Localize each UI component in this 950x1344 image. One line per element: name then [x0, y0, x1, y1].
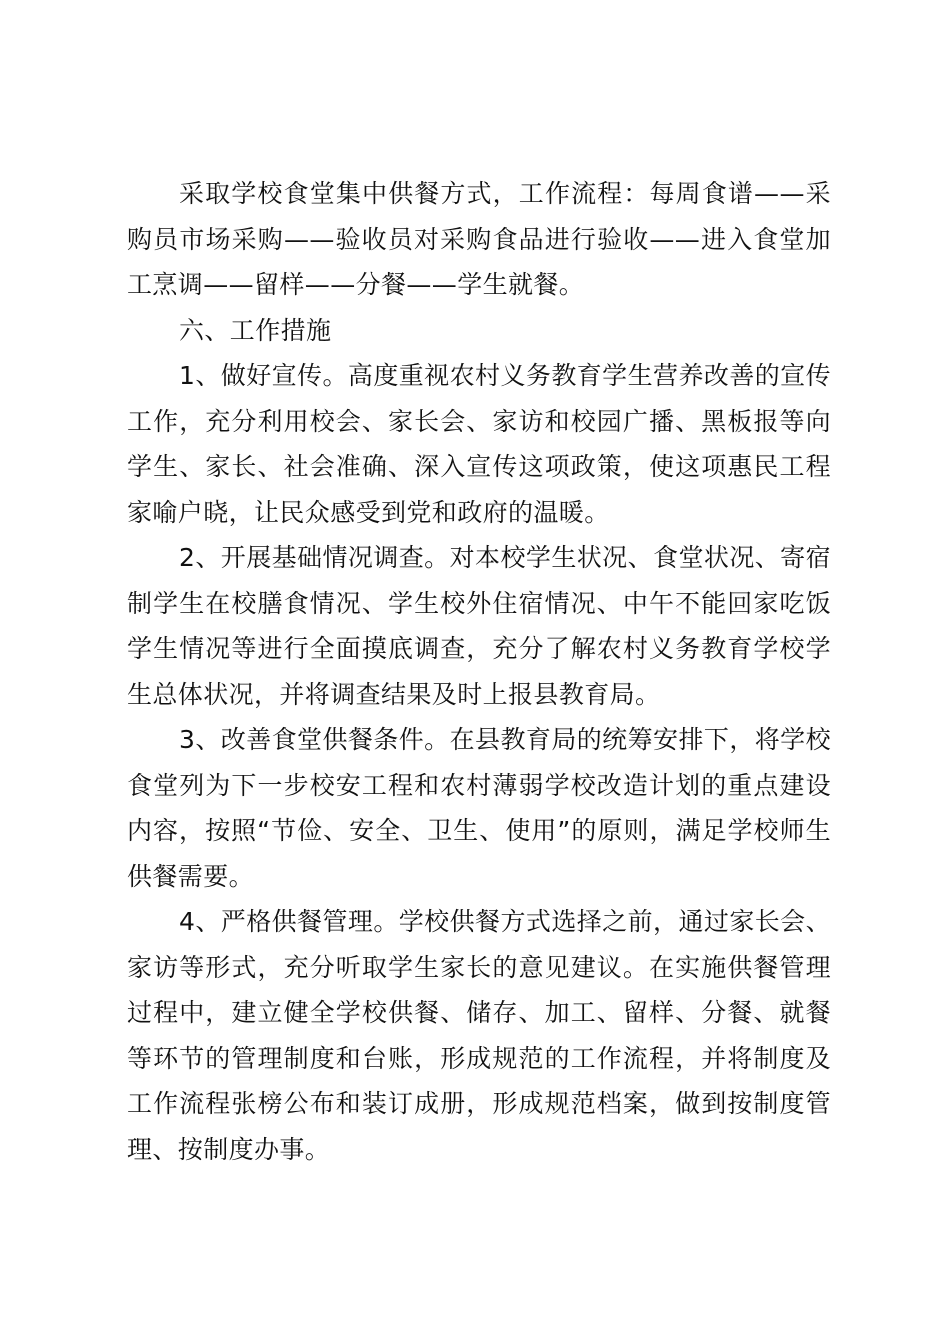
document-body [127, 171, 831, 1172]
paragraph-measure-publicity: 1、做好宣传。高度重视农村义务教育学生营养改善的宣传工作，充分利用校会、家长会、家访和校园广播、黑板报等向学生、家长、社会准确、深入宣传这项政策，使这项惠民工程家喻户晓，让民众感受到党和政府的温暖。 [127, 361, 831, 527]
section-heading-work-measures: 六、工作措施 [179, 315, 332, 345]
paragraph-supply-process: 采取学校食堂集中供餐方式，工作流程：每周食谱——采购员市场采购——验收员对采购食品进行验收——进入食堂加工烹调——留样——分餐——学生就餐。 [127, 179, 831, 299]
paragraph-measure-survey: 2、开展基础情况调查。对本校学生状况、食堂状况、寄宿制学生在校膳食情况、学生校外住宿情况、中午不能回家吃饭学生情况等进行全面摸底调查，充分了解农村义务教育学校学生总体状况，并将调查结果及时上报县教育局。 [127, 543, 831, 709]
paragraph-measure-supply-management: 4、严格供餐管理。学校供餐方式选择之前，通过家长会、家访等形式，充分听取学生家长的意见建议。在实施供餐管理过程中，建立健全学校供餐、储存、加工、留样、分餐、就餐等环节的管理制度和台账，形成规范的工作流程，并将制度及工作流程张榜公布和装订成册，形成规范档案，做到按制度管理、按制度办事。 [127, 907, 831, 1164]
paragraph-measure-canteen-conditions: 3、改善食堂供餐条件。在县教育局的统筹安排下，将学校食堂列为下一步校安工程和农村薄弱学校改造计划的重点建设内容，按照“节俭、安全、卫生、使用”的原则，满足学校师生供餐需要。 [127, 725, 831, 891]
